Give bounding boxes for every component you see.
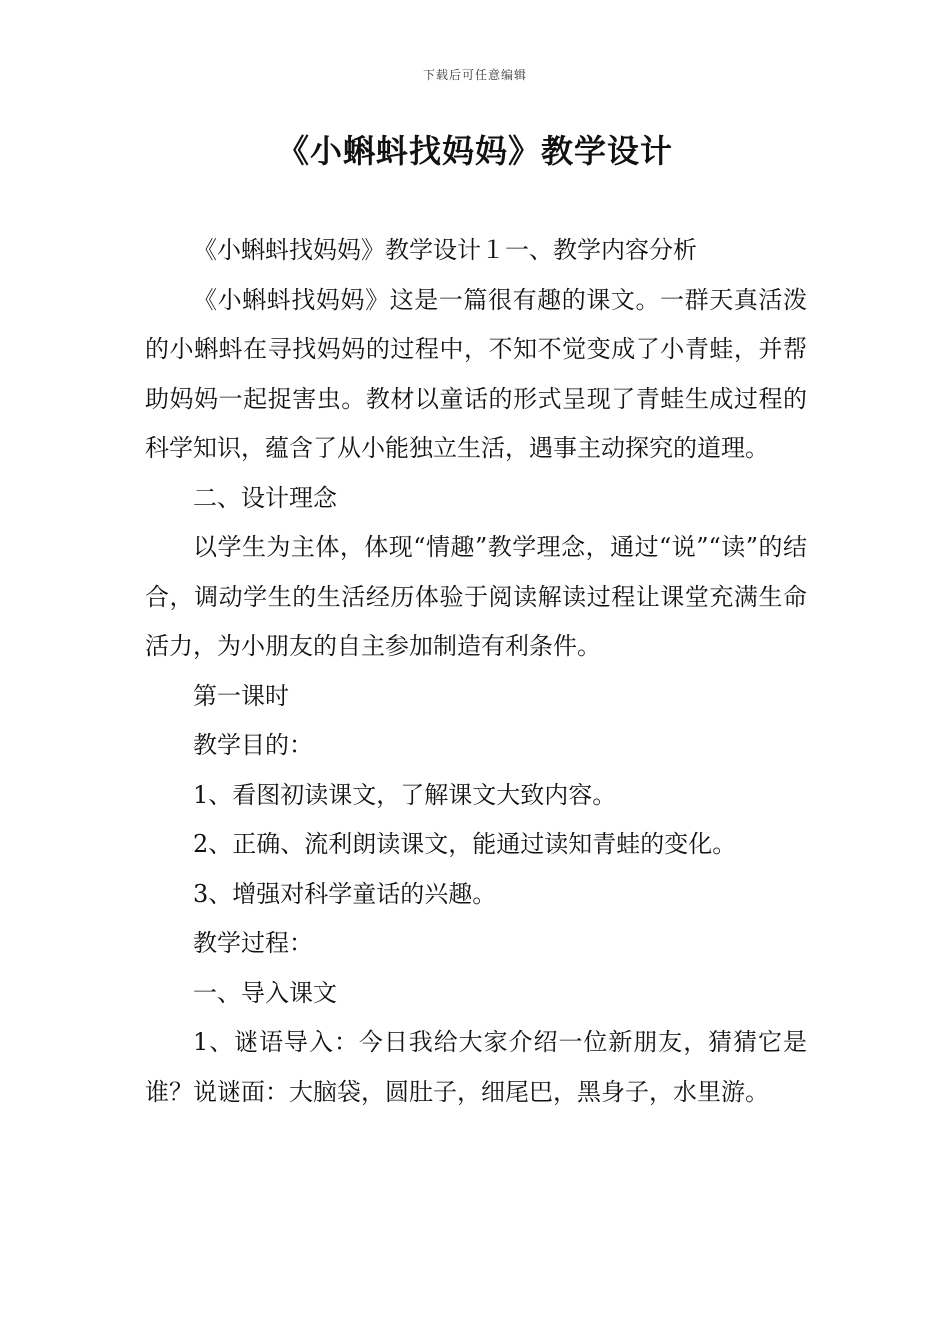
paragraph-section-heading-concept: 二、设计理念 <box>193 483 337 512</box>
document-title: 《小蝌蚪找妈妈》教学设计 <box>276 132 673 170</box>
paragraph-process-heading: 教学过程： <box>193 929 313 957</box>
paragraph-step-introduction: 一、导入课文 <box>193 978 337 1007</box>
paragraph-objective-2: 2、正确、流利朗读课文，能通过读知青蛙的变化。 <box>193 830 737 858</box>
paragraph-section-heading-analysis: 《小蝌蚪找妈妈》教学设计１一、教学内容分析 <box>193 236 697 264</box>
paragraph-lesson-one: 第一课时 <box>193 681 289 710</box>
paragraph-concept-text: 以学生为主体，体现“情趣”教学理念，通过“说”“读”的结合，调动学生的生活经历体验于阅读解读过程让课堂充满生命活力，为小朋友的自主参加制造有利条件。 <box>145 533 807 660</box>
document-body <box>145 226 807 1117</box>
paragraph-riddle-intro: 1、谜语导入：今日我给大家介绍一位新朋友，猜猜它是谁？说谜面：大脑袋，圆肚子，细尾巴，黑身子，水里游。 <box>145 1028 807 1106</box>
paragraph-analysis-text: 《小蝌蚪找妈妈》这是一篇很有趣的课文。一群天真活泼的小蝌蚪在寻找妈妈的过程中，不知不觉变成了小青蛙，并帮助妈妈一起捉害虫。教材以童话的形式呈现了青蛙生成过程的科学知识，蕴含了从小能独立生活，遇事主动探究的道理。 <box>145 285 807 462</box>
paragraph-objectives-heading: 教学目的： <box>193 731 313 759</box>
paragraph-objective-3: 3、增强对科学童话的兴趣。 <box>193 879 497 908</box>
header-note: 下载后可任意编辑 <box>422 68 527 82</box>
paragraph-objective-1: 1、看图初读课文，了解课文大致内容。 <box>193 780 617 809</box>
